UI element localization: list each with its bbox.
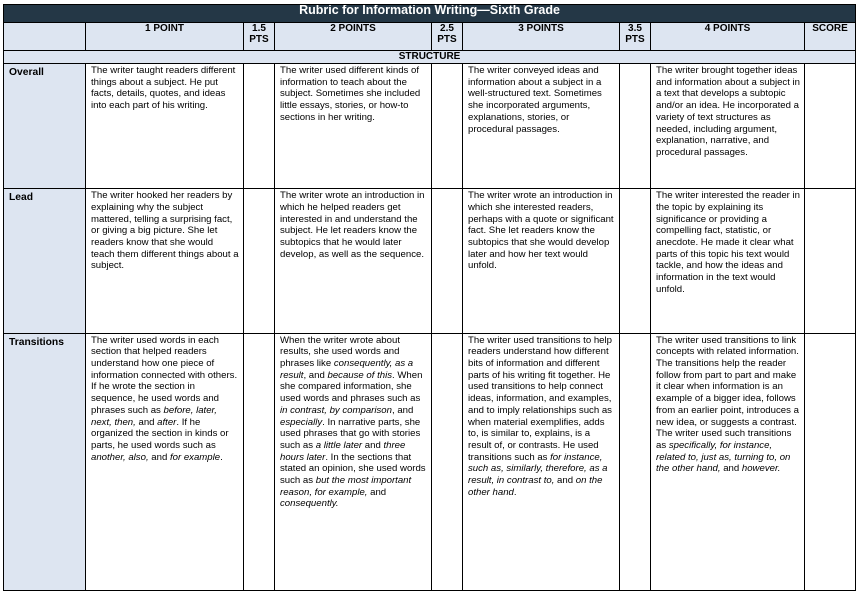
- descriptor-example-phrase: for example: [169, 451, 221, 463]
- descriptor-text: and: [362, 439, 384, 451]
- header-row: [4, 23, 856, 51]
- descriptor-text: The writer brought together ideas and information about a subject in a text that develops a subtopic and/or an idea. He incorporated a variety of text structures as needed, including argument, explanation, narrative, and procedural passages.: [656, 65, 800, 158]
- score-cell-3-5[interactable]: [620, 64, 651, 189]
- descriptor-text: .: [220, 451, 223, 463]
- header-2-5-unit: PTS: [437, 34, 457, 45]
- rubric-row-lead: [4, 189, 856, 333]
- score-cell[interactable]: [805, 333, 856, 590]
- score-cell-1-5[interactable]: [244, 333, 275, 590]
- score-cell-1-5[interactable]: [244, 64, 275, 189]
- descriptor-text: The writer used transitions to link concepts with related information. The transitions help the reader follow from part to part and make it clear when information is an example of a bigger idea, follows from an earlier point, introduces a new idea, or suggests a contrast. The writer used such transitions as: [656, 334, 799, 451]
- descriptor-text: . In narrative parts, she used phrases that go with stories such as: [280, 416, 421, 451]
- descriptor-example-phrase: three hours later: [280, 439, 406, 463]
- header-1-5-unit: PTS: [249, 34, 269, 45]
- descriptor-2-points: [275, 189, 432, 333]
- header-1-5-pts: [244, 23, 275, 51]
- score-cell-2-5[interactable]: [432, 189, 463, 333]
- descriptor-example-phrase: another, also,: [91, 451, 149, 463]
- score-cell[interactable]: [805, 189, 856, 333]
- descriptor-example-phrase: on the other hand: [468, 475, 603, 498]
- criteria-header: [4, 23, 86, 51]
- score-cell-3-5[interactable]: [620, 189, 651, 333]
- header-1-5-value: 1.5: [252, 23, 266, 34]
- descriptor-1-point: [86, 64, 244, 189]
- score-cell-2-5[interactable]: [432, 64, 463, 189]
- descriptor-example-phrase: especially: [280, 416, 323, 428]
- descriptor-text: The writer used words in each section that helped readers understand how one piece of information connected with others. If he wrote the section in sequence, he used words and phrases such as: [91, 334, 238, 416]
- descriptor-example-phrase: before, later, next, then,: [91, 404, 217, 428]
- descriptor-example-phrase: consequently.: [280, 498, 339, 510]
- descriptor-example-phrase: specifically, for instance, related to, just as, turning to, on the other hand,: [656, 439, 791, 475]
- descriptor-2-points: [275, 64, 432, 189]
- descriptor-example-phrase: consequently, as a result: [280, 357, 414, 381]
- score-cell-2-5[interactable]: [432, 333, 463, 590]
- descriptor-text: The writer wrote an introduction in which she interested readers, perhaps with a quote or significant fact. She let readers know the subtopics that she would develop later and how her text would unfold.: [468, 190, 614, 272]
- header-3-5-unit: PTS: [625, 34, 645, 45]
- header-3-5-value: 3.5: [628, 23, 642, 34]
- rubric-title: Rubric for Information Writing—Sixth Grade: [4, 5, 856, 23]
- header-2-5-pts: [432, 23, 463, 51]
- rubric-table: [3, 4, 856, 591]
- descriptor-text: , and: [303, 369, 328, 381]
- descriptor-4-points: [651, 189, 805, 333]
- descriptor-text: . If he organized the section in kinds or parts, he used words such as: [91, 416, 229, 451]
- descriptor-text: , and: [391, 404, 414, 416]
- criterion-label: Lead: [4, 189, 86, 333]
- section-row: [4, 51, 856, 64]
- header-2-5-value: 2.5: [440, 23, 454, 34]
- score-cell-1-5[interactable]: [244, 189, 275, 333]
- descriptor-text: . In the sections that stated an opinion, she used words such as: [280, 451, 426, 487]
- descriptor-text: The writer taught readers different things about a subject. He put facts, details, quotes, and ideas into each part of his writing.: [91, 65, 236, 112]
- header-3-points: 3 POINTS: [463, 23, 620, 51]
- descriptor-text: and: [367, 486, 387, 498]
- header-score: SCORE: [805, 23, 856, 51]
- descriptor-example-phrase: a little later: [315, 439, 363, 451]
- header-3-5-pts: [620, 23, 651, 51]
- descriptor-2-points: [275, 333, 432, 590]
- descriptor-3-points: [463, 189, 620, 333]
- descriptor-text: . When she compared information, she used words and phrases such as: [280, 369, 423, 405]
- header-2-points: 2 POINTS: [275, 23, 432, 51]
- descriptor-text: When the writer wrote about results, she used words and phrases like: [280, 334, 400, 369]
- criterion-label: Transitions: [4, 333, 86, 590]
- descriptor-text: and: [135, 416, 158, 428]
- descriptor-3-points: [463, 64, 620, 189]
- descriptor-1-point: [86, 189, 244, 333]
- descriptor-3-points: [463, 333, 620, 590]
- descriptor-text: and: [720, 463, 742, 475]
- descriptor-1-point: [86, 333, 244, 590]
- descriptor-text: .: [513, 486, 517, 498]
- descriptor-example-phrase: for instance, such as, similarly, therefore, as a result, in contrast to,: [468, 451, 608, 487]
- descriptor-example-phrase: in contrast, by comparison: [280, 404, 392, 416]
- rubric-row-transitions: [4, 333, 856, 590]
- rubric-row-overall: [4, 64, 856, 189]
- descriptor-text: The writer conveyed ideas and information about a subject in a well-structured text. Sometimes she incorporated arguments, explanations, stories, or procedural passages.: [468, 65, 602, 135]
- descriptor-example-phrase: after: [157, 416, 177, 428]
- header-1-point: 1 POINT: [86, 23, 244, 51]
- score-cell-3-5[interactable]: [620, 333, 651, 590]
- descriptor-text: The writer used different kinds of information to teach about the subject. Sometimes she included little essays, stories, or how-to sections in her writing.: [280, 65, 421, 123]
- descriptor-text: and: [554, 475, 576, 487]
- section-structure: STRUCTURE: [4, 51, 856, 64]
- descriptor-text: The writer hooked her readers by explaining why the subject mattered, telling a surprising fact, or giving a big picture. She let readers know that she would teach them different things about a subject.: [91, 190, 239, 272]
- title-row: [4, 5, 856, 23]
- descriptor-text: The writer wrote an introduction in which he helped readers get interested in and understand the subject. He let readers know the subtopics that he would later develop, as well as the sequence.: [280, 190, 425, 260]
- header-4-points: 4 POINTS: [651, 23, 805, 51]
- criterion-label: Overall: [4, 64, 86, 189]
- descriptor-text: The writer interested the reader in the topic by explaining its significance or providing a compelling fact, statistic, or anecdote. He made it clear what parts of this topic his text would tackle, and how the ideas and information in the text would unfold.: [656, 190, 800, 295]
- descriptor-example-phrase: because of this: [327, 369, 393, 381]
- descriptor-example-phrase: but the most important reason, for example,: [280, 475, 412, 498]
- descriptor-example-phrase: however.: [741, 463, 781, 475]
- descriptor-text: and: [148, 451, 170, 463]
- descriptor-text: The writer used transitions to help readers understand how different bits of information and different parts of his writing fit together. He used transitions to help connect ideas, information, and examples, and to imply relationships such as when material exemplifies, adds to, is similar to, explains, is a result of, or contrasts. He used transitions such as: [468, 334, 612, 463]
- descriptor-4-points: [651, 64, 805, 189]
- descriptor-4-points: [651, 333, 805, 590]
- score-cell[interactable]: [805, 64, 856, 189]
